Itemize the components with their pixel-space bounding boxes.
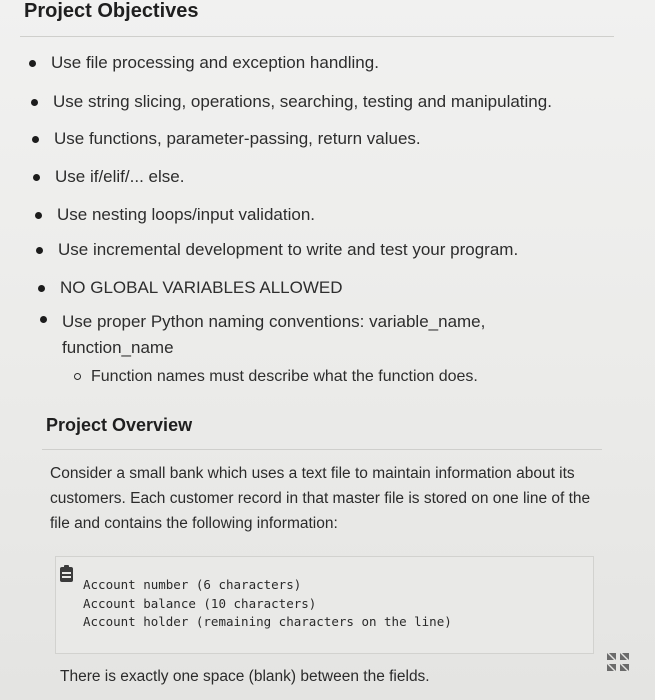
objective-sub-bullet: Function names must describe what the function does. <box>91 368 478 385</box>
overview-heading: Project Overview <box>46 415 193 435</box>
objective-bullet-3: Use functions, parameter-passing, return values. <box>54 129 421 148</box>
code-block <box>55 556 594 654</box>
code-line-2: Account balance (10 characters) <box>83 596 317 611</box>
objective-bullet-4: Use if/elif/... else. <box>55 167 185 186</box>
overview-paragraph: Consider a small bank which uses a text file to maintain information about its customers. Each customer record in that master file is stored on one line of the file and contains the following information: <box>50 465 591 532</box>
code-line-1: Account number (6 characters) <box>83 577 302 592</box>
objective-bullet-2: Use string slicing, operations, searching, testing and manipulating. <box>53 92 552 111</box>
code-line-3: Account holder (remaining characters on the line) <box>83 614 452 629</box>
objective-bullet-1: Use file processing and exception handling. <box>51 53 379 72</box>
objective-bullet-7: NO GLOBAL VARIABLES ALLOWED <box>60 278 343 297</box>
overview-divider <box>42 449 602 450</box>
objective-bullet-6: Use incremental development to write and test your program. <box>58 240 519 259</box>
fields-note: There is exactly one space (blank) between the fields. <box>60 668 430 685</box>
objective-bullet-8: Use proper Python naming conventions: variable_name, function_name <box>62 309 502 361</box>
objectives-heading: Project Objectives <box>24 0 199 22</box>
objectives-divider <box>20 36 614 37</box>
notepad-icon <box>60 567 73 582</box>
objective-bullet-5: Use nesting loops/input validation. <box>57 205 315 224</box>
app-grid-icon[interactable] <box>605 651 631 677</box>
